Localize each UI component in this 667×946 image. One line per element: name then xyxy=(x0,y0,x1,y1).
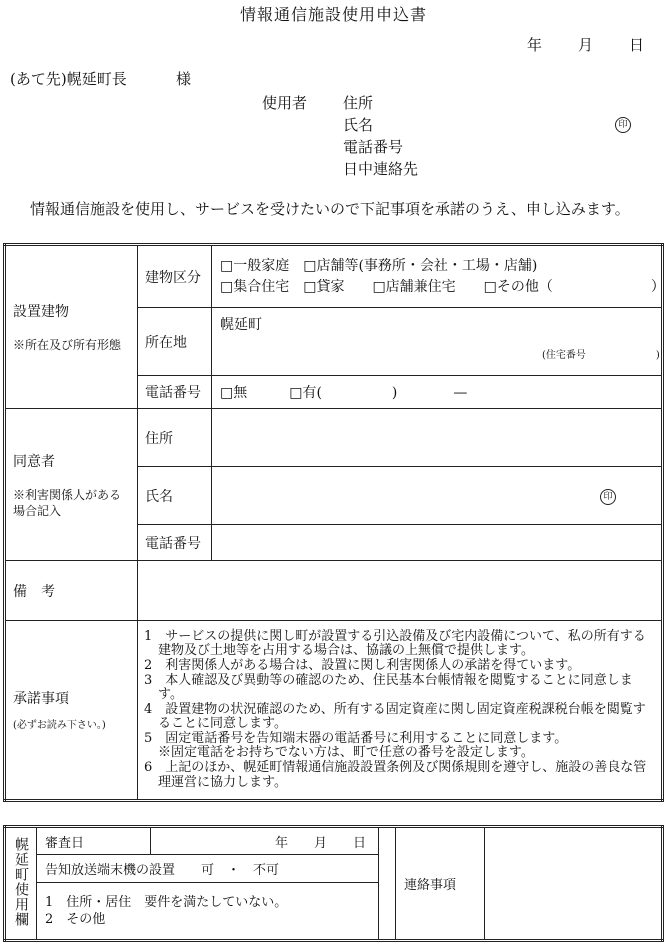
consenter-section-note: ※利害関係人がある場合記入 xyxy=(13,487,122,518)
building-section xyxy=(5,245,138,409)
form-title: 情報通信施設使用申込書 xyxy=(239,5,427,24)
applicant-seal xyxy=(615,115,631,133)
consent-item: 4 設置建物の状況確認のため、所有する固定資産に関し固定資産税課税台帳を閲覧することに同意します。 xyxy=(144,701,646,732)
building-type-cell xyxy=(212,245,663,308)
building-section-note: ※所在及び所有形態 xyxy=(13,338,122,352)
addressee: (あて先)幌延町長 xyxy=(10,70,127,88)
date-year: 年 xyxy=(527,36,543,54)
office-use-label: 幌延町使用欄 xyxy=(13,836,29,927)
seal-icon: 印 xyxy=(615,117,631,133)
consent-item: ※固定電話をお持ちでない方は、町で任意の番号を設定します。 xyxy=(158,745,534,761)
date-month: 月 xyxy=(578,36,594,54)
consent-section xyxy=(5,621,138,801)
contact-notes-label: 連絡事項 xyxy=(396,827,485,941)
addressee-suffix: 様 xyxy=(176,70,192,88)
consent-item: 1 サービスの提供に関し町が設置する引込設備及び宅内設備について、私の所有する建物及び土地等を占用する場合は、協議の上無償で提供します。 xyxy=(144,628,646,659)
consenter-section-label: 同意者 xyxy=(13,453,55,470)
consent-label: 承諾事項 xyxy=(13,690,69,707)
consenter-name-input[interactable] xyxy=(212,467,663,525)
office-use-label-cell xyxy=(5,827,37,941)
consent-item: 2 利害関係人がある場合は、設置に関し利害関係人の承諾を得ています。 xyxy=(144,657,581,673)
building-phone-value[interactable]: □無 □有( ) — xyxy=(212,376,663,409)
consent-note: (必ずお読み下さい。) xyxy=(13,719,106,731)
location-label: 所在地 xyxy=(138,308,212,376)
consenter-address-label: 住所 xyxy=(138,409,212,467)
seal-icon: 印 xyxy=(600,489,616,505)
remarks-label: 備 考 xyxy=(5,561,138,621)
consenter-address-input[interactable] xyxy=(212,409,663,467)
rejection-reasons xyxy=(37,883,379,941)
building-type-row2[interactable]: □集合住宅 □貸家 □店舗兼住宅 □その他（ ） xyxy=(220,278,665,295)
consenter-phone-input[interactable] xyxy=(212,525,663,561)
consent-items xyxy=(138,621,663,801)
applicant-label: 使用者 xyxy=(262,94,308,112)
contact-notes-input[interactable] xyxy=(485,827,663,941)
applicant-address-label: 住所 xyxy=(343,94,374,112)
office-use-table xyxy=(3,825,664,942)
building-section-label: 設置建物 xyxy=(13,304,69,320)
house-number-note: (住宅番号 ) xyxy=(542,350,660,361)
building-phone-label: 電話番号 xyxy=(138,376,212,409)
application-table xyxy=(3,243,664,802)
terminal-install-status[interactable]: 告知放送端末機の設置 可 ・ 不可 xyxy=(37,855,379,883)
consent-item: 3 本人確認及び異動等の確認のため、住民基本台帳情報を閲覧することに同意します。 xyxy=(144,672,633,703)
location-cell[interactable] xyxy=(212,308,663,376)
review-date-value[interactable]: 年 月 日 xyxy=(151,827,379,855)
rejection-reason-2[interactable]: 2 その他 xyxy=(45,912,106,927)
date-day: 日 xyxy=(629,36,645,54)
applicant-phone-label: 電話番号 xyxy=(343,138,404,156)
applicant-daytime-contact-label: 日中連絡先 xyxy=(343,160,419,178)
consenter-section xyxy=(5,409,138,561)
applicant-name-label: 氏名 xyxy=(343,116,374,134)
rejection-reason-1[interactable]: 1 住所・居住 要件を満たしていない。 xyxy=(45,895,288,910)
review-date-label: 審査日 xyxy=(37,827,151,855)
consent-item: 6 上記のほか、幌延町情報通信施設設置条例及び関係規則を遵守し、施設の善良な管理運営に協力します。 xyxy=(144,760,647,790)
remarks-input[interactable] xyxy=(138,561,663,621)
consenter-phone-label: 電話番号 xyxy=(138,525,212,561)
intro-text: 情報通信施設を使用し、サービスを受けたいので下記事項を承諾のうえ、申し込みます。 xyxy=(30,200,630,218)
location-value: 幌延町 xyxy=(220,317,262,333)
building-type-row1[interactable]: □一般家庭 □店舗等(事務所・会社・工場・店舗) xyxy=(220,257,538,274)
consenter-name-label: 氏名 xyxy=(138,467,212,525)
consent-item: 5 固定電話番号を告知端末器の電話番号に利用することに同意します。 xyxy=(144,730,568,746)
building-type-label: 建物区分 xyxy=(138,245,212,308)
